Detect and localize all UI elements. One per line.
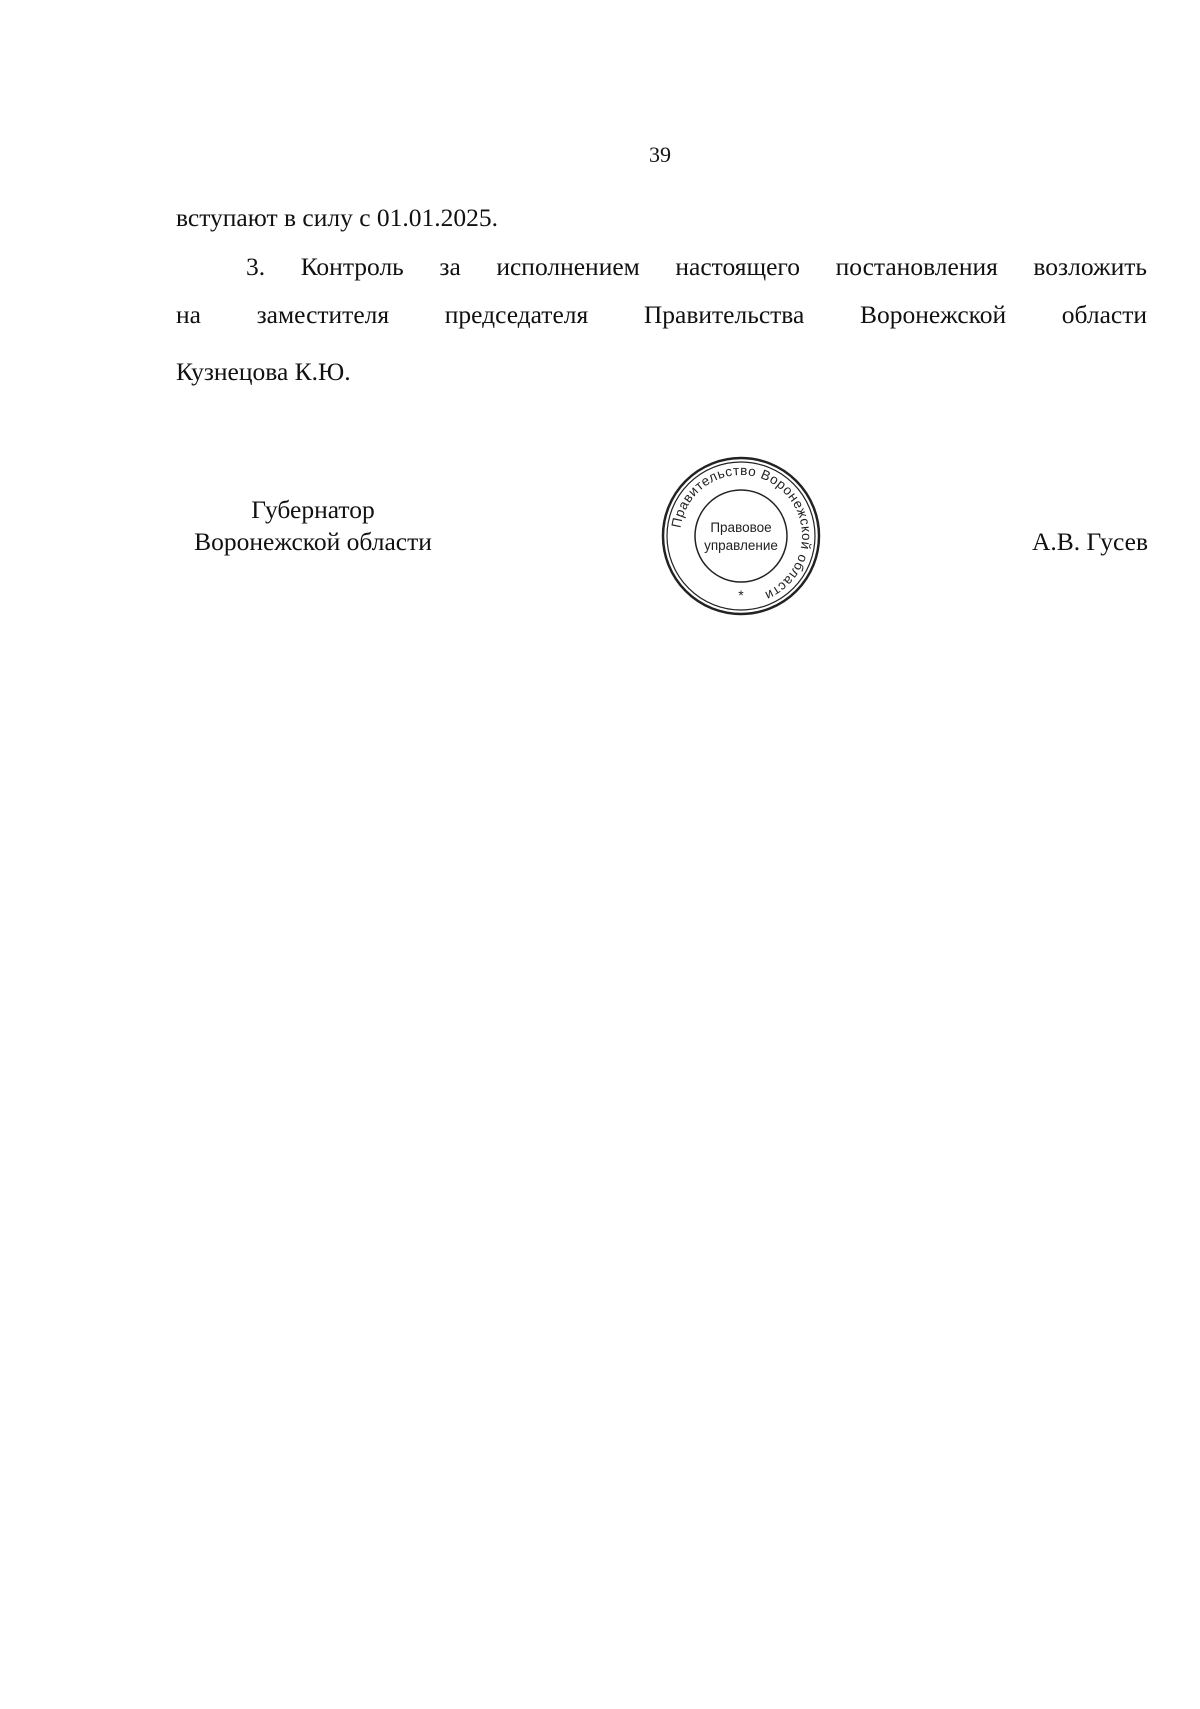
body-line-3: на заместителя председателя Правительства Воронежской области <box>176 300 1147 329</box>
page-number: 39 <box>649 142 671 167</box>
seal-inner-line-1: Правовое <box>710 520 772 535</box>
signatory-title <box>176 494 450 558</box>
body-line-2: 3. Контроль за исполнением настоящего постановления возложить <box>246 252 1147 281</box>
official-seal <box>660 455 822 617</box>
body-line-4: Кузнецова К.Ю. <box>176 357 351 386</box>
seal-inner-line-2: управление <box>704 538 778 553</box>
signatory-title-line-2: Воронежской области <box>194 527 432 556</box>
seal-star-icon: * <box>738 587 744 603</box>
body-line-1: вступают в силу с 01.01.2025. <box>176 203 499 232</box>
seal-inner-ring <box>695 490 787 582</box>
signatory-title-line-1: Губернатор <box>251 495 375 524</box>
signatory-name: А.В. Гусев <box>1031 527 1148 556</box>
seal-outer-text: Правительство Воронежской области <box>668 462 815 604</box>
